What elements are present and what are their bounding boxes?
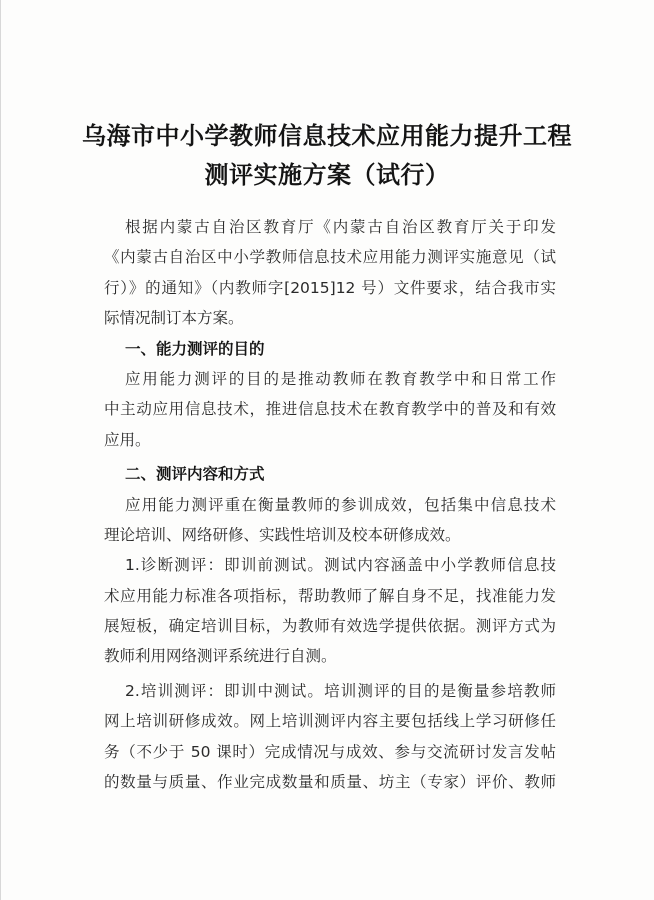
paragraph-1-line-4: 际情况制订本方案。: [104, 309, 244, 328]
paragraph-1-line-3: 行）》的通知》（内教师字[2015]12 号）文件要求，结合我市实: [104, 278, 556, 297]
paragraph-4-line-2: 术应用能力标准各项指标，帮助教师了解自身不足，找准能力发: [104, 586, 556, 605]
paragraph-3-line-1: 应用能力测评重在衡量教师的参训成效，包括集中信息技术: [125, 495, 556, 514]
document-title-line-1: 乌海市中小学教师信息技术应用能力提升工程: [82, 121, 572, 150]
paragraph-4-line-1: 1.诊断测评：即训前测试。测试内容涵盖中小学教师信息技: [125, 556, 556, 575]
paragraph-5-line-4: 的数量与质量、作业完成数量和质量、坊主（专家）评价、教师: [104, 773, 556, 792]
document-title-line-2: 测评实施方案（试行）: [204, 160, 450, 189]
paragraph-1-line-2: 《内蒙古自治区中小学教师信息技术应用能力测评实施意见（试: [104, 248, 556, 267]
paragraph-2-line-3: 应用。: [104, 430, 151, 449]
paragraph-4-line-4: 教师利用网络测评系统进行自测。: [104, 647, 337, 666]
section-heading-1: 一、能力测评的目的: [125, 339, 265, 358]
paragraph-4-line-3: 展短板，确定培训目标，为教师有效选学提供依据。测评方式为: [104, 617, 556, 636]
paragraph-3-line-2: 理论培训、网络研修、实践性培训及校本研修成效。: [104, 525, 461, 544]
paragraph-5-line-1: 2.培训测评：即训中测试。培训测评的目的是衡量参培教师: [125, 681, 556, 700]
paragraph-5-line-2: 网上培训研修成效。网上培训测评内容主要包括线上学习研修任: [104, 712, 556, 731]
section-heading-2: 二、测评内容和方式: [125, 465, 265, 484]
paragraph-1-line-1: 根据内蒙古自治区教育厅《内蒙古自治区教育厅关于印发: [125, 218, 556, 236]
paragraph-2-line-2: 中主动应用信息技术，推进信息技术在教育教学中的普及和有效: [104, 400, 556, 419]
paragraph-5-line-3: 务（不少于 50 课时）完成情况与成效、参与交流研讨发言发帖: [104, 742, 556, 761]
document-body: [104, 212, 556, 797]
paragraph-2-line-1: 应用能力测评的目的是推动教师在教育教学中和日常工作: [125, 369, 556, 388]
